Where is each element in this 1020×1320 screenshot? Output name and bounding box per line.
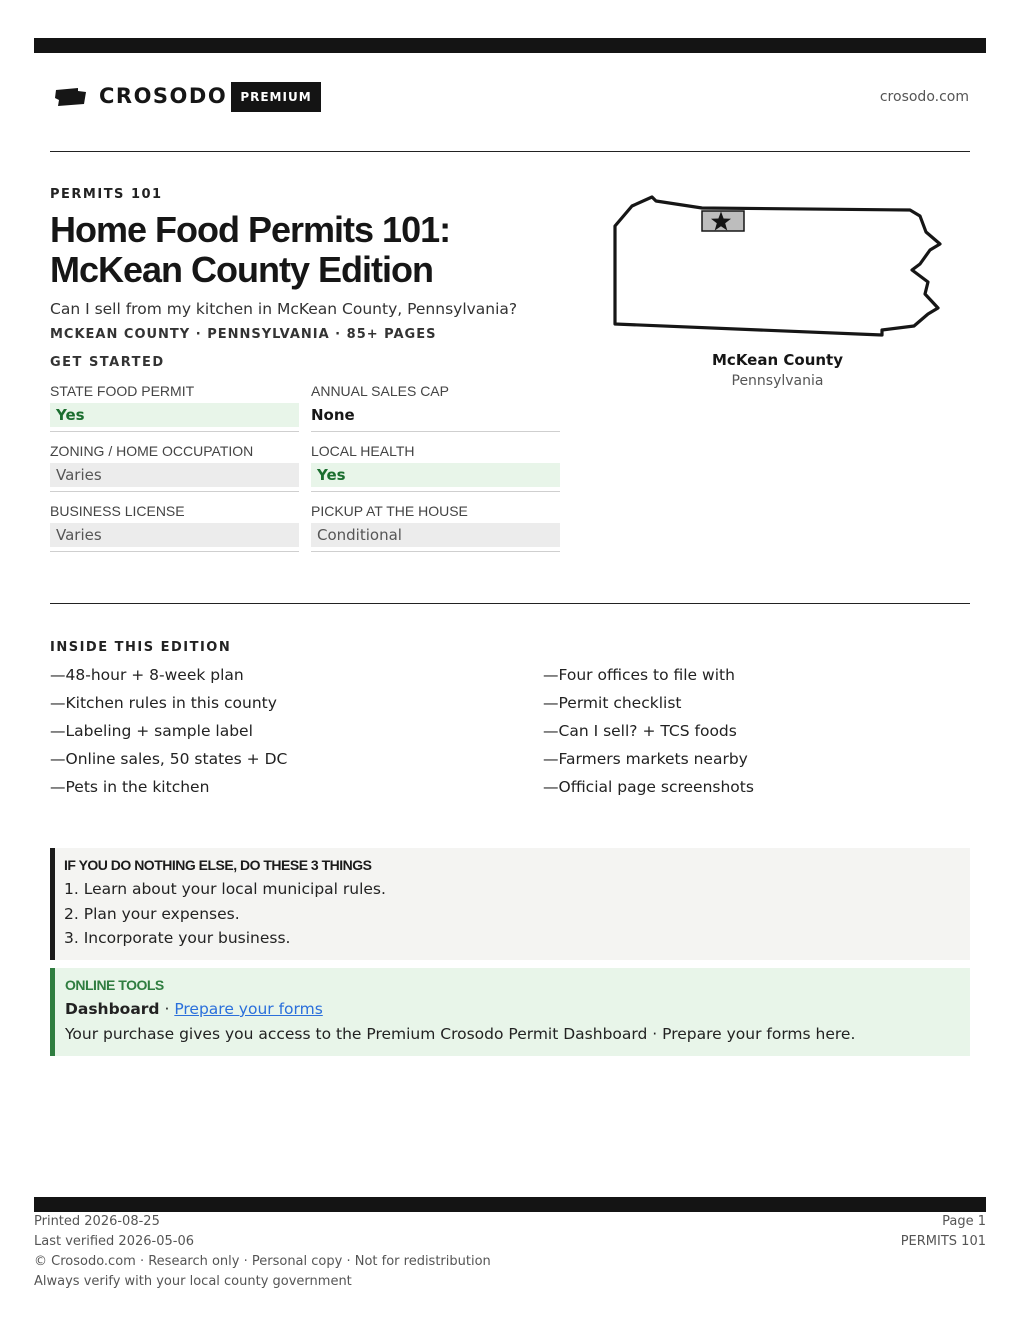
pennsylvania-outline-icon xyxy=(615,197,940,335)
three-things-item: 2. Plan your expenses. xyxy=(64,904,240,923)
fact-label: BUSINESS LICENSE xyxy=(50,503,185,519)
online-tools-callout xyxy=(50,968,970,1056)
footer-left xyxy=(34,1212,491,1292)
section-divider xyxy=(50,603,970,604)
fact-pickup xyxy=(311,502,560,552)
three-things-item: 1. Learn about your local municipal rules. xyxy=(64,880,386,898)
inside-item: —Can I sell? + TCS foods xyxy=(543,722,737,740)
verify-note: Always verify with your local county government xyxy=(34,1274,352,1289)
brand-name: CROSODO xyxy=(99,84,228,108)
inside-item: —Pets in the kitchen xyxy=(50,778,210,796)
inside-list xyxy=(50,664,970,798)
inside-item: —Four offices to file with xyxy=(543,666,735,684)
fact-annual-sales-cap xyxy=(311,382,560,432)
inside-item: —Online sales, 50 states + DC xyxy=(50,750,288,768)
header-divider xyxy=(50,151,970,152)
inside-item: —Labeling + sample label xyxy=(50,722,253,740)
separator: · xyxy=(159,1000,175,1018)
premium-badge: PREMIUM xyxy=(231,82,321,112)
copyright: © Crosodo.com · Research only · Personal copy · Not for redistribution xyxy=(34,1254,491,1269)
fact-label: PICKUP AT THE HOUSE xyxy=(311,503,468,519)
fact-value: Varies xyxy=(50,523,299,547)
get-started-heading: GET STARTED xyxy=(50,355,165,370)
article-kicker: PERMITS 101 xyxy=(50,187,163,202)
dashboard-line xyxy=(65,997,970,1022)
fact-label: STATE FOOD PERMIT xyxy=(50,383,195,399)
online-tools-heading: ONLINE TOOLS xyxy=(65,977,164,993)
fact-value: Yes xyxy=(50,403,299,427)
fact-value: Conditional xyxy=(311,523,560,547)
three-things-item: 3. Incorporate your business. xyxy=(64,929,291,947)
fact-label: ANNUAL SALES CAP xyxy=(311,383,449,399)
logo-icon xyxy=(54,86,88,108)
fact-label: ZONING / HOME OCCUPATION xyxy=(50,443,254,459)
inside-item: —48-hour + 8-week plan xyxy=(50,666,244,684)
page-subtitle: Can I sell from my kitchen in McKean County, Pennsylvania? xyxy=(50,300,518,318)
map-state-label: Pennsylvania xyxy=(731,373,824,389)
inside-item: —Kitchen rules in this county xyxy=(50,694,277,712)
edition-meta: MCKEAN COUNTY · PENNSYLVANIA · 85+ PAGES xyxy=(50,327,437,342)
inside-item: —Farmers markets nearby xyxy=(543,750,748,768)
dashboard-label: Dashboard xyxy=(65,1000,160,1018)
fact-local-health xyxy=(311,442,560,492)
fact-zoning xyxy=(50,442,299,492)
fact-label: LOCAL HEALTH xyxy=(311,443,415,459)
three-things-callout xyxy=(50,848,970,960)
inside-item: —Permit checklist xyxy=(543,694,682,712)
map-county-label: McKean County xyxy=(712,351,843,369)
top-bar xyxy=(34,38,986,53)
dashboard-description: Your purchase gives you access to the Premium Crosodo Permit Dashboard · Prepare your forms here. xyxy=(65,1024,856,1043)
fact-value: Yes xyxy=(311,463,560,487)
state-map xyxy=(610,192,945,342)
footer-right xyxy=(901,1212,986,1252)
fact-value: None xyxy=(311,406,355,424)
inside-item: —Official page screenshots xyxy=(543,778,754,796)
prepare-forms-link[interactable]: Prepare your forms xyxy=(174,1000,323,1018)
bottom-bar xyxy=(34,1197,986,1212)
three-things-heading: IF YOU DO NOTHING ELSE, DO THESE 3 THINGS xyxy=(64,857,372,873)
site-link[interactable]: crosodo.com xyxy=(879,89,969,105)
fact-state-food-permit xyxy=(50,382,299,432)
footer-section: PERMITS 101 xyxy=(900,1234,986,1249)
verified-date: Last verified 2026-05-06 xyxy=(34,1234,194,1249)
printed-date: Printed 2026-08-25 xyxy=(34,1214,160,1229)
page-number: Page 1 xyxy=(942,1214,986,1229)
page-title: Home Food Permits 101: McKean County Edition xyxy=(50,209,451,290)
inside-heading: INSIDE THIS EDITION xyxy=(50,640,232,655)
fact-business-license xyxy=(50,502,299,552)
fact-grid xyxy=(50,382,560,552)
fact-value: Varies xyxy=(50,463,299,487)
